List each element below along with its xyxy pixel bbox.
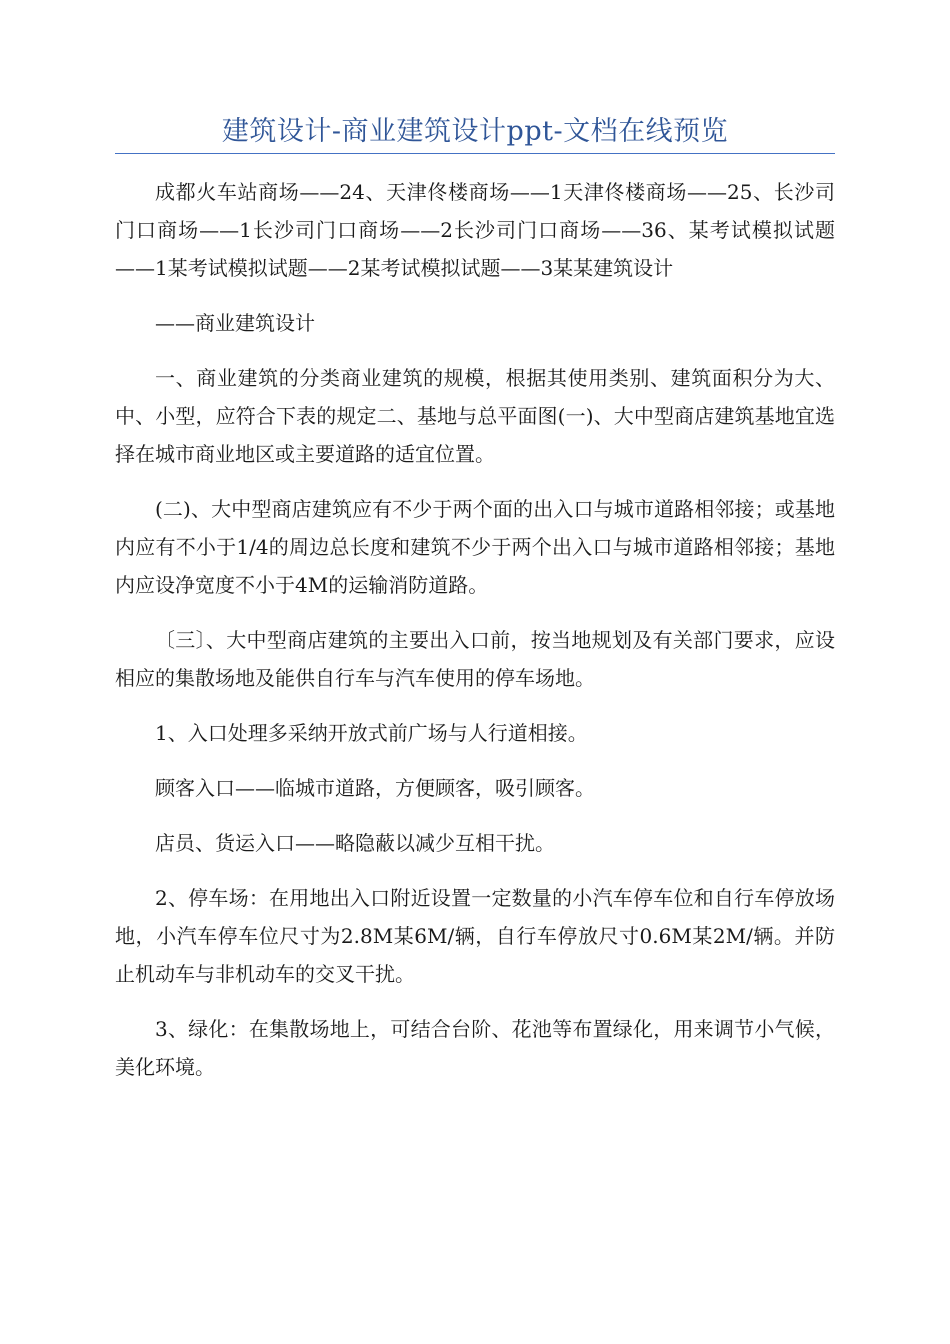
paragraph-10: 3、绿化：在集散场地上，可结合台阶、花池等布置绿化，用来调节小气候，美化环境。 <box>115 1017 835 1079</box>
title-underline <box>115 153 835 154</box>
paragraph-6: 1、入口处理多采纳开放式前广场与人行道相接。 <box>155 721 588 745</box>
paragraph-4: (二)、大中型商店建筑应有不少于两个面的出入口与城市道路相邻接；或基地内应有不小于1/4的周边总长度和建筑不少于两个出入口与城市道路相邻接；基地内应设净宽度不小于4M的运输消防道路。 <box>115 497 835 597</box>
paragraph-7: 顾客入口——临城市道路，方便顾客，吸引顾客。 <box>155 776 595 800</box>
document-body <box>115 173 835 1103</box>
paragraph-5: 〔三〕、大中型商店建筑的主要出入口前，按当地规划及有关部门要求，应设相应的集散场地及能供自行车与汽车使用的停车场地。 <box>115 628 835 690</box>
paragraph-1: 成都火车站商场——24、天津佟楼商场——1天津佟楼商场——25、长沙司门口商场——1长沙司门口商场——2长沙司门口商场——36、某考试模拟试题——1某考试模拟试题——2某考试模拟试题——3某某建筑设计 <box>115 180 835 280</box>
document-title: 建筑设计-商业建筑设计ppt-文档在线预览 <box>221 116 729 147</box>
paragraph-8: 店员、货运入口——略隐蔽以减少互相干扰。 <box>155 831 555 855</box>
paragraph-2: ——商业建筑设计 <box>155 311 315 335</box>
paragraph-9: 2、停车场：在用地出入口附近设置一定数量的小汽车停车位和自行车停放场地，小汽车停车位尺寸为2.8M某6M/辆，自行车停放尺寸0.6M某2M/辆。并防止机动车与非机动车的交叉干扰。 <box>115 886 835 986</box>
paragraph-3: 一、商业建筑的分类商业建筑的规模，根据其使用类别、建筑面积分为大、中、小型，应符合下表的规定二、基地与总平面图(一)、大中型商店建筑基地宜选择在城市商业地区或主要道路的适宜位置。 <box>115 366 835 466</box>
